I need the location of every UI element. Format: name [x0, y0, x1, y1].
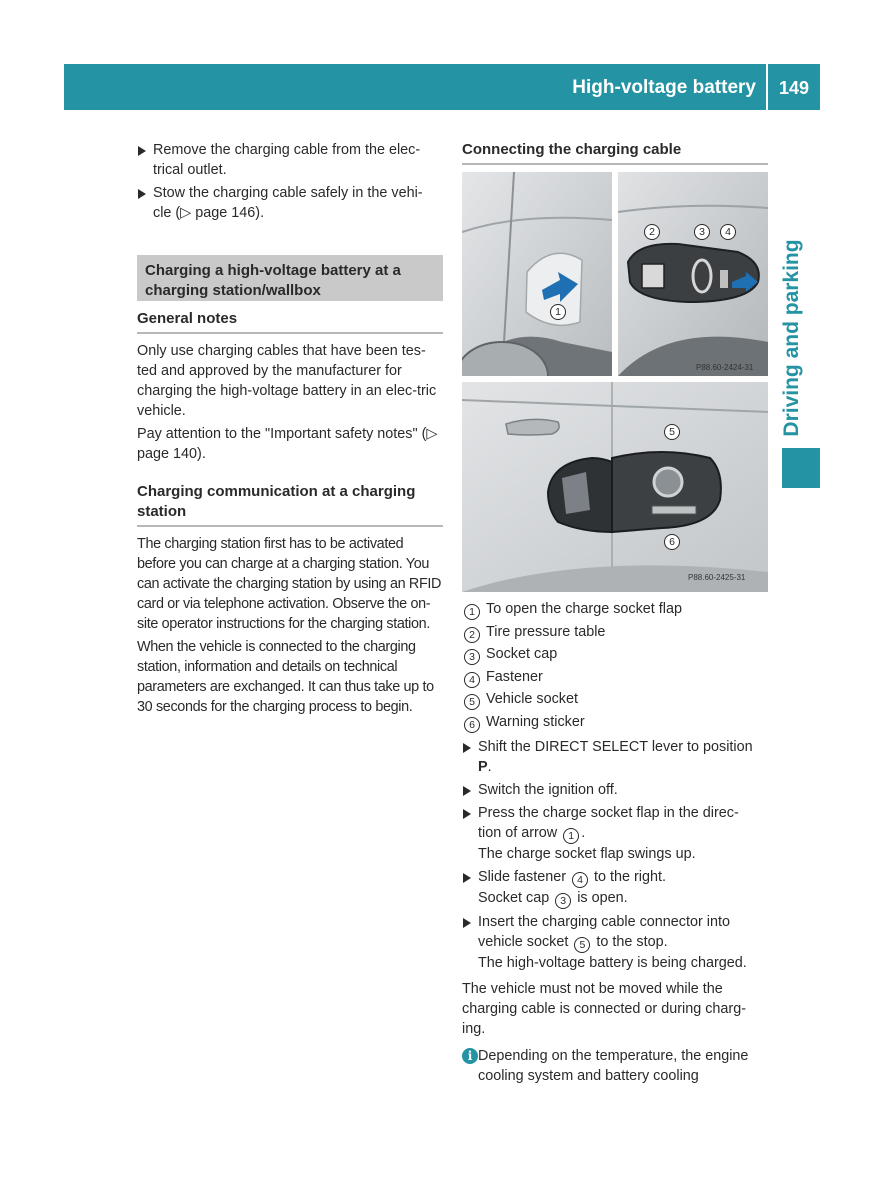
- legend: [462, 598, 768, 733]
- step-text: .: [487, 759, 492, 775]
- right-column: [462, 140, 768, 1086]
- page-number: 149: [778, 78, 810, 98]
- photo-vehicle-socket: [462, 382, 768, 592]
- step-text: vehicle socket: [478, 934, 569, 950]
- vehicle-socket-illustration: [462, 382, 768, 592]
- connecting-cable-heading: Connecting the charging cable: [462, 140, 768, 165]
- list-item: [137, 140, 443, 180]
- paragraph: Only use charging cables that have been tes-ted and approved by the manufacturer for charging the high-voltage battery in an elec-tric vehicle.: [137, 343, 437, 419]
- step-text: Slide fastener: [478, 869, 566, 885]
- legend-text: Vehicle socket: [486, 691, 578, 707]
- legend-text: Warning sticker: [486, 713, 585, 730]
- legend-item: [462, 621, 768, 644]
- legend-number: 1: [464, 604, 480, 620]
- legend-number: 2: [464, 627, 480, 643]
- bullet-text-line: Remove the charging cable from the elec-: [153, 142, 421, 158]
- step-text: Shift the DIRECT SELECT lever to position: [478, 739, 753, 755]
- legend-text: Socket cap: [486, 646, 558, 662]
- paragraph: The charging station first has to be activated before you can charge at a charging station. You can activate the charging station by using an RFID card or via telephone activation. Observe the on-site operator instructions for the charging station.: [137, 536, 442, 632]
- legend-item: [462, 666, 768, 689]
- left-column: [137, 140, 443, 720]
- step-text: to the right.: [594, 869, 666, 885]
- paragraph: The vehicle must not be moved while the charging cable is connected or during charg-ing.: [462, 981, 746, 1037]
- legend-item: [462, 643, 768, 666]
- side-tab-label: Driving and parking: [780, 239, 803, 437]
- photo-open-flap: [618, 172, 768, 376]
- callout-5: 5: [664, 424, 680, 440]
- general-notes-heading: General notes: [137, 309, 443, 334]
- header-title: High-voltage battery: [572, 77, 756, 98]
- legend-number: 4: [464, 672, 480, 688]
- bullet-text-line: trical outlet.: [153, 162, 227, 178]
- legend-text: Fastener: [486, 668, 543, 685]
- list-item: [462, 780, 768, 800]
- info-note: [462, 1046, 768, 1086]
- legend-number: 3: [464, 649, 480, 665]
- legend-item: [462, 711, 768, 734]
- step-text: Insert the charging cable connector into: [478, 914, 730, 930]
- callout-4: 4: [720, 224, 736, 240]
- side-tab-marker: [782, 448, 820, 488]
- callout-3: 3: [694, 224, 710, 240]
- step-result: The charge socket flap swings up.: [478, 846, 696, 862]
- list-item: [462, 867, 768, 909]
- step-gear-position: P: [478, 759, 488, 775]
- step-callout: 5: [574, 937, 590, 953]
- section-title: Charging a high-voltage battery at a charging station/wallbox: [137, 255, 443, 301]
- bullet-arrow-icon: [463, 786, 471, 796]
- legend-number: 5: [464, 694, 480, 710]
- step-callout: 1: [563, 828, 579, 844]
- photo-code-2: P88.60-2425-31: [688, 573, 746, 582]
- bullet-arrow-icon: [463, 918, 471, 928]
- legend-number: 6: [464, 717, 480, 733]
- bullet-arrow-icon: [463, 743, 471, 753]
- step-text: Press the charge socket flap in the direc-: [478, 805, 739, 821]
- step-text: tion of arrow: [478, 825, 558, 841]
- paragraph: Pay attention to the "Important safety notes" (▷ page 140).: [137, 426, 438, 462]
- charging-comm-heading: Charging communication at a charging station: [137, 482, 443, 527]
- paragraph: When the vehicle is connected to the charging station, information and details on technical parameters are exchanged. It can thus take up to 30 seconds for the charging process to begin.: [137, 639, 434, 715]
- legend-item: [462, 688, 768, 711]
- info-icon: i: [462, 1048, 478, 1064]
- step-text: to the stop.: [596, 934, 668, 950]
- photo-flap-arrow: [462, 172, 612, 376]
- flap-arrow-illustration: [462, 172, 612, 376]
- open-flap-illustration: [618, 172, 768, 376]
- step-callout: 4: [572, 872, 588, 888]
- callout-1: 1: [550, 304, 566, 320]
- bullet-arrow-icon: [138, 189, 146, 199]
- step-text: Switch the ignition off.: [478, 782, 618, 798]
- list-item: [462, 737, 768, 777]
- step-result: Socket cap: [478, 890, 550, 906]
- callout-2: 2: [644, 224, 660, 240]
- bullet-text-line: cle (▷ page 146).: [153, 205, 265, 221]
- legend-item: [462, 598, 768, 621]
- photo-code-1: P88.60-2424-31: [696, 363, 754, 372]
- side-tab: [774, 238, 810, 438]
- legend-text: To open the charge socket flap: [486, 601, 683, 617]
- step-callout: 3: [555, 893, 571, 909]
- step-result: The high-voltage battery is being charged.: [478, 955, 747, 971]
- callout-6: 6: [664, 534, 680, 550]
- illustrations: [462, 172, 768, 592]
- bullet-text-line: Stow the charging cable safely in the vehi-: [153, 185, 423, 201]
- info-text: Depending on the temperature, the engine cooling system and battery cooling: [478, 1048, 749, 1084]
- bullet-arrow-icon: [463, 873, 471, 883]
- list-item: [137, 183, 443, 223]
- list-item: [462, 803, 768, 864]
- bullet-arrow-icon: [463, 809, 471, 819]
- steps: [462, 737, 768, 973]
- legend-text: Tire pressure table: [486, 623, 606, 640]
- step-result: is open.: [577, 890, 628, 906]
- list-item: [462, 912, 768, 973]
- step-text: .: [581, 825, 586, 841]
- header-bar: [64, 64, 820, 110]
- bullet-arrow-icon: [138, 146, 146, 156]
